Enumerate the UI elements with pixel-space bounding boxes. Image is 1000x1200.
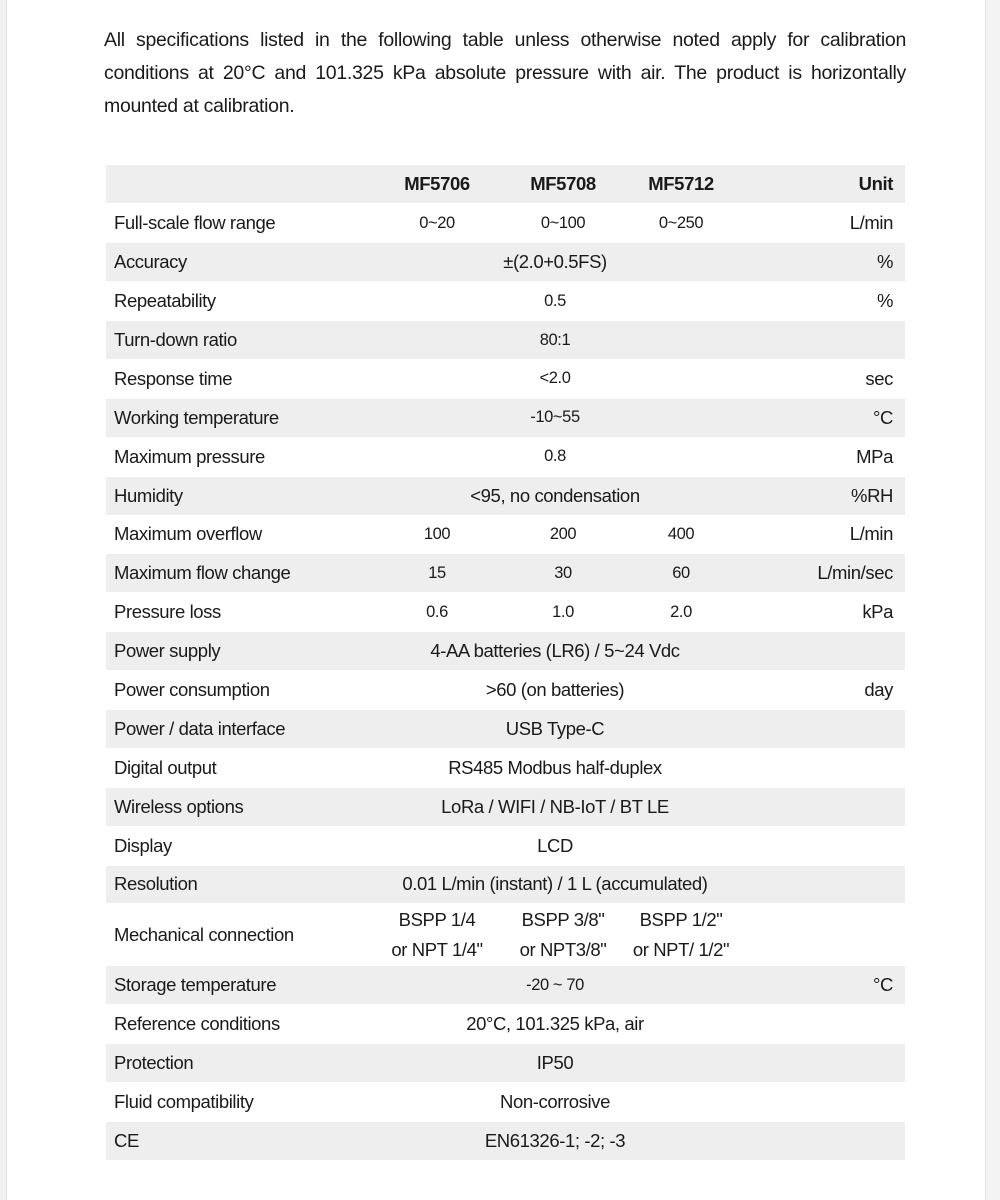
row-unit bbox=[736, 1121, 905, 1160]
row-unit: L/min bbox=[736, 204, 905, 243]
table-row bbox=[106, 787, 905, 826]
row-value: USB Type-C bbox=[374, 709, 736, 748]
row-unit: sec bbox=[736, 359, 905, 398]
row-value: Non-corrosive bbox=[374, 1083, 736, 1122]
row-value: 0.6 bbox=[374, 593, 500, 632]
row-unit: day bbox=[736, 671, 905, 710]
row-unit bbox=[736, 748, 905, 787]
row-label: Display bbox=[106, 826, 374, 865]
row-unit bbox=[736, 1044, 905, 1083]
connection-cell bbox=[626, 904, 736, 966]
row-label: Maximum overflow bbox=[106, 515, 374, 554]
table-row bbox=[106, 904, 905, 966]
row-value: LoRa / WIFI / NB-IoT / BT LE bbox=[374, 787, 736, 826]
row-value: 60 bbox=[626, 554, 736, 593]
row-value: 2.0 bbox=[626, 593, 736, 632]
table-row bbox=[106, 437, 905, 476]
row-unit bbox=[736, 709, 905, 748]
row-label: Reference conditions bbox=[106, 1005, 374, 1044]
connection-line: or NPT 1/4" bbox=[391, 938, 483, 960]
row-value: <95, no condensation bbox=[374, 476, 736, 515]
row-value: >60 (on batteries) bbox=[374, 671, 736, 710]
table-row bbox=[106, 321, 905, 360]
row-value: 4-AA batteries (LR6) / 5~24 Vdc bbox=[374, 632, 736, 671]
row-value: 80:1 bbox=[374, 321, 736, 360]
header-model: MF5712 bbox=[626, 165, 736, 204]
row-value: LCD bbox=[374, 826, 736, 865]
table-row bbox=[106, 1005, 905, 1044]
row-value: 0.5 bbox=[374, 282, 736, 321]
connection-line: or NPT3/8" bbox=[519, 938, 607, 960]
header-model: MF5706 bbox=[374, 165, 500, 204]
row-value: 400 bbox=[626, 515, 736, 554]
row-label: Protection bbox=[106, 1044, 374, 1083]
table-row bbox=[106, 826, 905, 865]
header-unit: Unit bbox=[736, 165, 905, 204]
row-value: -20 ~ 70 bbox=[374, 966, 736, 1005]
table-row bbox=[106, 476, 905, 515]
row-label: Resolution bbox=[106, 865, 374, 904]
table-row bbox=[106, 632, 905, 671]
row-unit: % bbox=[736, 282, 905, 321]
row-unit bbox=[736, 787, 905, 826]
table-row bbox=[106, 359, 905, 398]
row-value: <2.0 bbox=[374, 359, 736, 398]
row-unit: kPa bbox=[736, 593, 905, 632]
connection-cell bbox=[500, 904, 626, 966]
row-value: 20°C, 101.325 kPa, air bbox=[374, 1005, 736, 1044]
row-unit: °C bbox=[736, 966, 905, 1005]
row-value: 30 bbox=[500, 554, 626, 593]
row-label: Pressure loss bbox=[106, 593, 374, 632]
row-unit bbox=[736, 904, 905, 966]
table-row bbox=[106, 709, 905, 748]
row-label: Response time bbox=[106, 359, 374, 398]
table-row bbox=[106, 204, 905, 243]
table-row bbox=[106, 865, 905, 904]
row-unit: L/min bbox=[736, 515, 905, 554]
row-unit: %RH bbox=[736, 476, 905, 515]
row-label: Repeatability bbox=[106, 282, 374, 321]
row-label: Turn-down ratio bbox=[106, 321, 374, 360]
row-unit bbox=[736, 865, 905, 904]
table-header-row bbox=[106, 165, 905, 204]
row-value: IP50 bbox=[374, 1044, 736, 1083]
row-label: Full-scale flow range bbox=[106, 204, 374, 243]
page-right-edge bbox=[985, 0, 1000, 1200]
table-row bbox=[106, 966, 905, 1005]
row-label: Power / data interface bbox=[106, 709, 374, 748]
row-label: Fluid compatibility bbox=[106, 1083, 374, 1122]
row-label: Digital output bbox=[106, 748, 374, 787]
connection-line: BSPP 3/8" bbox=[521, 908, 605, 930]
row-unit bbox=[736, 1083, 905, 1122]
row-label: Working temperature bbox=[106, 398, 374, 437]
table-row bbox=[106, 554, 905, 593]
row-label: Mechanical connection bbox=[106, 904, 374, 966]
table-row bbox=[106, 1044, 905, 1083]
table-row bbox=[106, 398, 905, 437]
row-unit bbox=[736, 321, 905, 360]
row-label: CE bbox=[106, 1121, 374, 1160]
row-label: Power supply bbox=[106, 632, 374, 671]
table-row bbox=[106, 1083, 905, 1122]
row-value: 0.01 L/min (instant) / 1 L (accumulated) bbox=[374, 865, 736, 904]
row-unit: °C bbox=[736, 398, 905, 437]
row-label: Accuracy bbox=[106, 243, 374, 282]
row-value: ±(2.0+0.5FS) bbox=[374, 243, 736, 282]
table-row bbox=[106, 748, 905, 787]
row-unit: % bbox=[736, 243, 905, 282]
table-row bbox=[106, 282, 905, 321]
table-row bbox=[106, 593, 905, 632]
row-unit bbox=[736, 1005, 905, 1044]
header-model: MF5708 bbox=[500, 165, 626, 204]
row-label: Maximum flow change bbox=[106, 554, 374, 593]
connection-cell bbox=[374, 904, 500, 966]
row-value: 100 bbox=[374, 515, 500, 554]
connection-line: BSPP 1/2" bbox=[639, 908, 723, 930]
row-label: Wireless options bbox=[106, 787, 374, 826]
row-unit: MPa bbox=[736, 437, 905, 476]
page-left-edge bbox=[0, 0, 7, 1200]
table-row bbox=[106, 671, 905, 710]
table-row bbox=[106, 243, 905, 282]
header-empty-cell bbox=[106, 165, 374, 204]
intro-paragraph: All specifications listed in the following table unless otherwise noted apply for calibration conditions at 20°C and 101.325 kPa absolute pressure with air. The product is horizontally mounted at calibration. bbox=[104, 29, 906, 117]
connection-line: BSPP 1/4 bbox=[398, 908, 476, 930]
row-value: 1.0 bbox=[500, 593, 626, 632]
connection-line: or NPT/ 1/2" bbox=[632, 938, 730, 960]
row-unit bbox=[736, 826, 905, 865]
row-value: 0~20 bbox=[374, 204, 500, 243]
row-value: 0~250 bbox=[626, 204, 736, 243]
row-label: Power consumption bbox=[106, 671, 374, 710]
table-row bbox=[106, 1121, 905, 1160]
row-label: Storage temperature bbox=[106, 966, 374, 1005]
row-value: -10~55 bbox=[374, 398, 736, 437]
row-value: EN61326-1; -2; -3 bbox=[374, 1121, 736, 1160]
row-value: RS485 Modbus half-duplex bbox=[374, 748, 736, 787]
row-label: Maximum pressure bbox=[106, 437, 374, 476]
row-value: 15 bbox=[374, 554, 500, 593]
row-unit bbox=[736, 632, 905, 671]
row-unit: L/min/sec bbox=[736, 554, 905, 593]
row-value: 0.8 bbox=[374, 437, 736, 476]
row-value: 0~100 bbox=[500, 204, 626, 243]
table-row bbox=[106, 515, 905, 554]
row-value: 200 bbox=[500, 515, 626, 554]
row-label: Humidity bbox=[106, 476, 374, 515]
specification-table bbox=[106, 165, 905, 1161]
